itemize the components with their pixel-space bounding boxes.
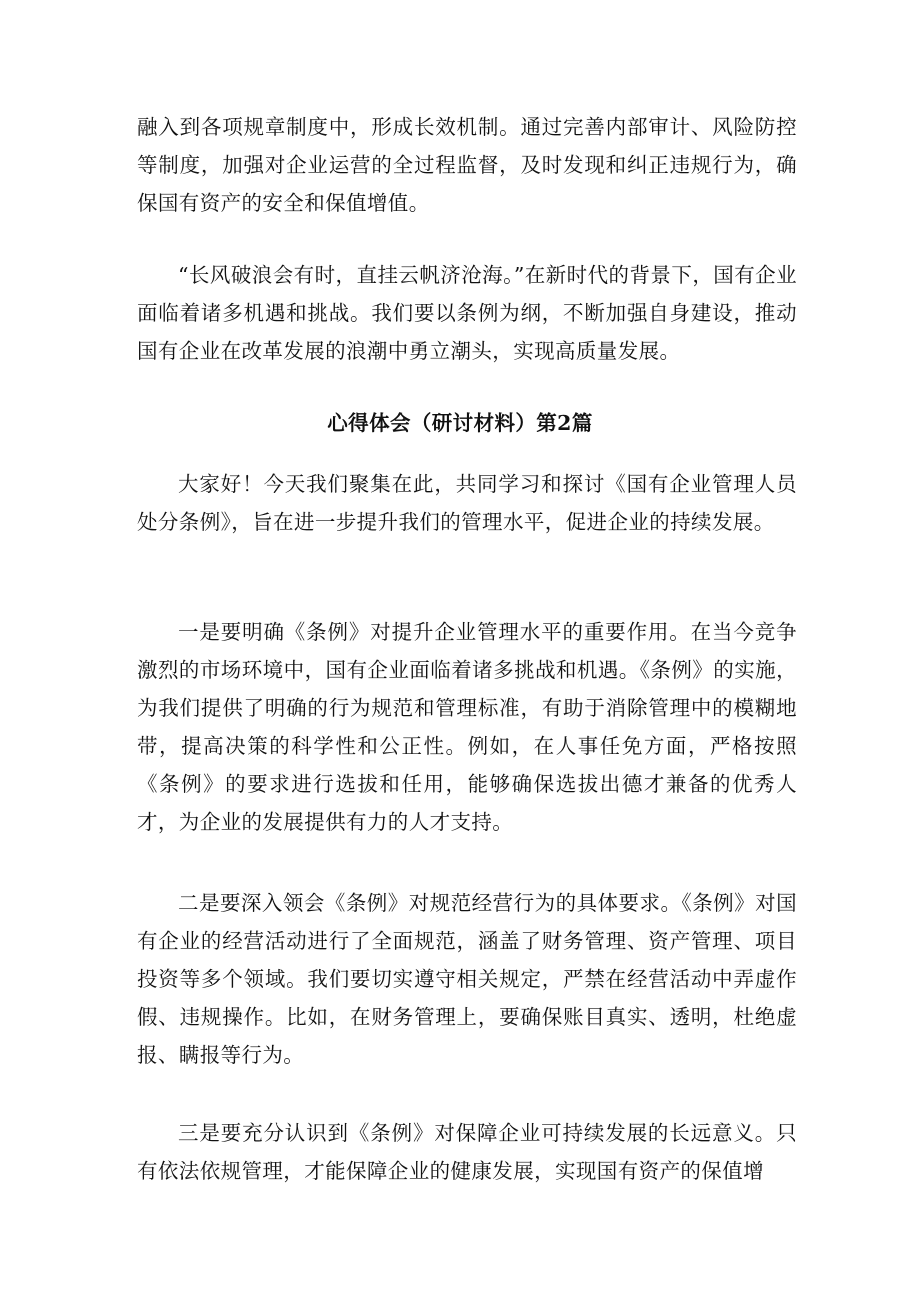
section-heading: 心得体会（研讨材料）第2篇 — [327, 411, 593, 435]
paragraph-continuation: 融入到各项规章制度中，形成长效机制。通过完善内部审计、风险防控等制度，加强对企业运营的全过程监督，及时发现和纠正违规行为，确保国有资产的安全和保值增值。 — [137, 115, 797, 215]
paragraph-quote: “长风破浪会有时，直挂云帆济沧海。”在新时代的背景下，国有企业面临着诸多机遇和挑战。我们要以条例为纲，不断加强自身建设，推动国有企业在改革发展的浪潮中勇立潮头，实现高质量发展。 — [137, 263, 797, 363]
paragraph-point-two: 二是要深入领会《条例》对规范经营行为的具体要求。《条例》对国有企业的经营活动进行了全面规范，涵盖了财务管理、资产管理、项目投资等多个领域。我们要切实遵守相关规定，严禁在经营活动中弄虚作假、违规操作。比如，在财务管理上，要确保账目真实、透明，杜绝虚报、瞒报等行为。 — [137, 891, 797, 1067]
paragraph-point-three: 三是要充分认识到《条例》对保障企业可持续发展的长远意义。只有依法依规管理，才能保障企业的健康发展，实现国有资产的保值增 — [137, 1121, 797, 1183]
paragraph-point-one: 一是要明确《条例》对提升企业管理水平的重要作用。在当今竞争激烈的市场环境中，国有企业面临着诸多挑战和机遇。《条例》的实施，为我们提供了明确的行为规范和管理标准，有助于消除管理中的模糊地带，提高决策的科学性和公正性。例如，在人事任免方面，严格按照《条例》的要求进行选拔和任用，能够确保选拔出德才兼备的优秀人才，为企业的发展提供有力的人才支持。 — [137, 620, 797, 834]
paragraph-greeting: 大家好！今天我们聚集在此，共同学习和探讨《国有企业管理人员处分条例》，旨在进一步提升我们的管理水平，促进企业的持续发展。 — [137, 472, 797, 534]
